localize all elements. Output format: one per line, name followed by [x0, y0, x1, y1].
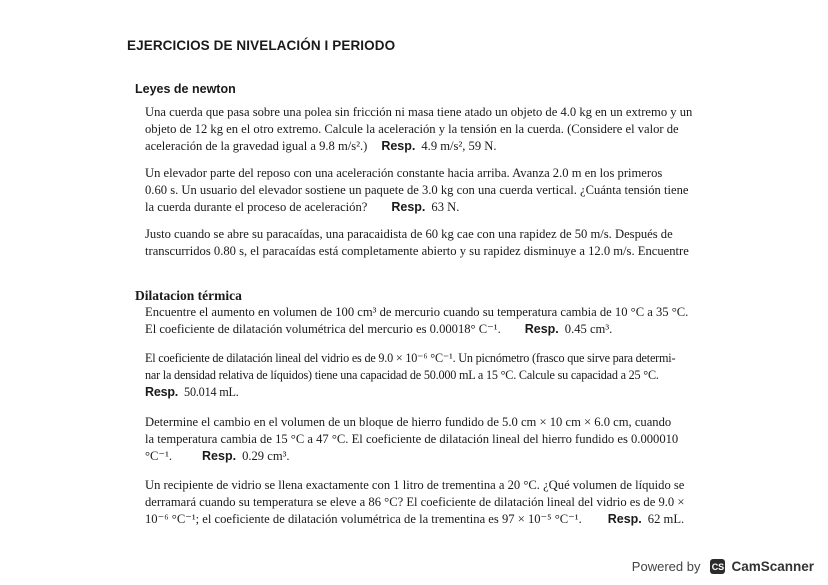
- problem-pulley: [145, 104, 705, 155]
- answer: 4.9 m/s², 59 N.: [421, 139, 497, 153]
- resp-label: Resp.: [391, 200, 426, 214]
- problem-line: Una cuerda que pasa sobre una polea sin fricción ni masa tiene atado un objeto de 4.0 kg en un extremo y un: [145, 105, 693, 119]
- camscanner-brand: CamScanner: [731, 559, 814, 574]
- section-heading-newton: Leyes de newton: [135, 82, 236, 96]
- problem-line: [145, 384, 705, 401]
- problem-line: Un elevador parte del reposo con una aceleración constante hacia arriba. Avanza 2.0 m en los primeros: [145, 166, 663, 180]
- camscanner-logo-icon: CS: [710, 559, 725, 574]
- problem-line: 0.60 s. Un usuario del elevador sostiene un paquete de 3.0 kg con una cuerda vertical. ¿Cuánta tensión tiene: [145, 183, 689, 197]
- resp-label: Resp.: [524, 322, 559, 336]
- resp-label: Resp.: [607, 512, 642, 526]
- answer: 50.014 mL.: [184, 385, 239, 399]
- problem-line: Determine el cambio en el volumen de un bloque de hierro fundido de 5.0 cm × 10 cm × 6.0 cm, cuando: [145, 415, 672, 429]
- problem-line: derramará cuando su temperatura se eleve a 86 °C? El coeficiente de dilatación lineal del vidrio es de 9.0 ×: [145, 495, 685, 509]
- problem-line: Encuentre el aumento en volumen de 100 cm³ de mercurio cuando su temperatura cambia de 10 °C a 35 °C.: [145, 305, 689, 319]
- answer: 63 N.: [431, 200, 460, 214]
- problem-picnometer: [145, 350, 705, 401]
- problem-line: objeto de 12 kg en el otro extremo. Calcule la aceleración y la tensión en la cuerda. (Considere el valor de: [145, 122, 679, 136]
- resp-label: Resp.: [202, 449, 237, 463]
- problem-line: 10⁻⁶ °C⁻¹; el coeficiente de dilatación volumétrica de la trementina es 97 × 10⁻⁵ °C⁻¹. Resp. 62 mL.: [145, 512, 685, 526]
- problem-elevator: [145, 165, 705, 216]
- problem-line: °C⁻¹. Resp. 0.29 cm³.: [145, 449, 290, 463]
- problem-line: nar la densidad relativa de líquidos) tiene una capacidad de 50.000 mL a 15 °C. Calcule su capacidad a 25 °C.: [145, 368, 659, 382]
- problem-line: la cuerda durante el proceso de aceleración? Resp. 63 N.: [145, 200, 460, 214]
- problem-parachute: [145, 226, 705, 260]
- problem-turpentine: [145, 477, 705, 528]
- problem-line: El coeficiente de dilatación lineal del vidrio es de 9.0 × 10⁻⁶ °C⁻¹. Un picnómetro (frasco que sirve para determi-: [145, 351, 676, 365]
- problem-line: la temperatura cambia de 15 °C a 47 °C. El coeficiente de dilatación lineal del hierro fundido es 0.000010: [145, 432, 679, 446]
- answer: 62 mL.: [647, 512, 685, 526]
- answer: 0.29 cm³.: [242, 449, 290, 463]
- resp-label: Resp.: [381, 139, 416, 153]
- problem-line: El coeficiente de dilatación volumétrica del mercurio es 0.00018° C⁻¹. Resp. 0.45 cm³.: [145, 322, 613, 336]
- problem-line: transcurridos 0.80 s, el paracaídas está completamente abierto y su rapidez disminuye a 12.0 m/s. Encuentre: [145, 244, 689, 258]
- answer: 0.45 cm³.: [564, 322, 613, 336]
- resp-label: Resp.: [145, 385, 179, 399]
- problem-mercury: [145, 304, 705, 338]
- document-title: EJERCICIOS DE NIVELACIÓN I PERIODO: [127, 38, 396, 53]
- problem-line: Un recipiente de vidrio se llena exactamente con 1 litro de trementina a 20 °C. ¿Qué volumen de líquido se: [145, 478, 685, 492]
- powered-by-text: Powered by: [631, 559, 701, 574]
- section-heading-dilatacion: Dilatacion térmica: [135, 288, 242, 303]
- camscanner-watermark: [632, 559, 814, 574]
- problem-iron-block: [145, 414, 705, 465]
- problem-line: Justo cuando se abre su paracaídas, una paracaidista de 60 kg cae con una rapidez de 50 m/s. Después de: [145, 227, 673, 241]
- problem-line: aceleración de la gravedad igual a 9.8 m/s².) Resp. 4.9 m/s², 59 N.: [145, 139, 497, 153]
